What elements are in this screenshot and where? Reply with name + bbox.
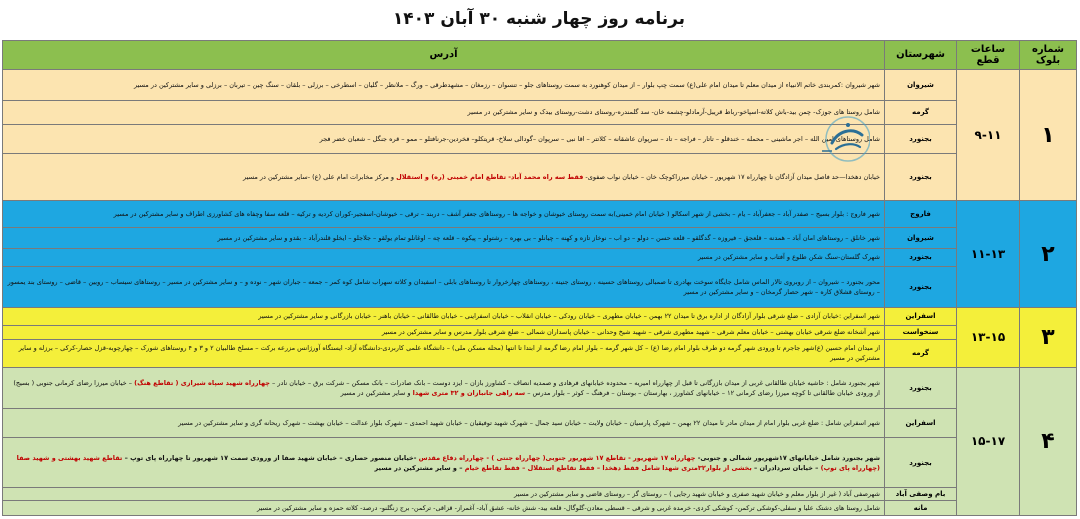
address-text: خیابان دهخدا—حد فاصل میدان آزادگان تا چهارراه ۱۷ شهریور – خیابان میرزاکوچک خان – خیابان نواب صفوی- xyxy=(585,173,880,182)
block-number: ۱ xyxy=(1020,69,1077,200)
address-cell: شهرک گلستان-سنگ شکن طلوع و آفتاب و سایر مشترکین در مسیر xyxy=(3,248,885,266)
city-cell: گرمه xyxy=(885,339,957,367)
city-cell: گرمه xyxy=(885,101,957,125)
block-time: ۱۳-۱۵ xyxy=(957,307,1020,367)
table-header-row xyxy=(3,41,1077,70)
table-row xyxy=(3,266,1077,307)
table-row xyxy=(3,501,1077,516)
address-highlight: فقط سه راه محمد آباد- تقاطع امام خمینی (ره) و استقلال xyxy=(396,173,584,182)
address-cell: شهر خانلق – روستاهای امان آباد – همدنه – قلعجق – فیروزه – گدگلقو – قلعه حسن – دولو – دو اب – نوخاز تازه و کهنه – چیانلو – بی بهره – رشتولو – پیکوه – قلعه چه – اوغانلو تمام یولقو – جلاجلو – ایخلو قلندرآباد – بقدو و سایر مشترکین در مسیر xyxy=(3,228,885,249)
table-row xyxy=(3,248,1077,266)
block-number: ۲ xyxy=(1020,201,1077,308)
table-row xyxy=(3,228,1077,249)
table-row xyxy=(3,487,1077,500)
address-cell xyxy=(3,153,885,201)
block-number: ۴ xyxy=(1020,367,1077,515)
city-cell: بجنورد xyxy=(885,367,957,408)
address-text: – خیابان میرزا رضای کرمانی جنوبی ( بسیج) از ورودی خیابان طالقانی تا کوچه میرزا رضای کرمانی ۱۲ – خیابانهای کشاورز ، بهارستان – بوستان – فرهنگ – کوثر – بلوار مدرس – xyxy=(13,379,880,398)
address-text: شهر بجنورد شامل خیابانهای ۱۷شهریور شمالی و جنوبی- xyxy=(697,453,880,462)
address-cell: شامل روستاهای امین الله – اجر ماشینی – محمله – خندقلو – تاتار – فراجه – تاد – سرپوان عاشقانه – کلاتتر – اقا نبی – سرپوان –گودالی سلاخ- قریتکلو– فخردین-جرنافتلو – ممو – قره جنگل – شعبان خضر فجر xyxy=(3,124,885,153)
table-row xyxy=(3,409,1077,438)
city-cell: مانه xyxy=(885,501,957,516)
table-row xyxy=(3,367,1077,408)
city-cell: سنخواست xyxy=(885,325,957,339)
address-text: – خیابان سردادران – xyxy=(754,463,819,472)
header-block: شماره بلوک xyxy=(1020,41,1077,70)
table-row xyxy=(3,69,1077,100)
address-highlight: سه راهی جانبازان و ۳۲ متری شهدا xyxy=(412,389,526,398)
address-highlight: تقاطع شهید بهشتی و شهید صفا (چهارراه پای توپ) xyxy=(16,453,880,472)
city-cell: فاروج xyxy=(885,201,957,228)
table-row xyxy=(3,101,1077,125)
block-number: ۳ xyxy=(1020,307,1077,367)
table-row xyxy=(3,201,1077,228)
table-row xyxy=(3,438,1077,488)
city-cell: بجنورد xyxy=(885,124,957,153)
city-cell: شیروان xyxy=(885,228,957,249)
city-cell: بجنورد xyxy=(885,248,957,266)
address-cell xyxy=(3,367,885,408)
address-cell: محور بجنورد – شیروان – از روبروی تالار الماس شامل جایگاه سوخت بهادری تا صمبالی روستاهای حسینه ، روستای جنینه ، روستاهای چهارخروار تا روستاهای بابلی – اسفیدان و کلاته سهراب شامل کوه کمر – جمعه – جباران شهر – نوده و – و سایر مشترکین در مسیر – روستاهای سیساب – رویین – قاضی – روستای بند یمسور – روستای قشلاق کاره – شهر حصار گرمخان – و سایر مشترکین در مسیر xyxy=(3,266,885,307)
table-row xyxy=(3,124,1077,153)
table-row xyxy=(3,307,1077,325)
city-cell: اسفراین xyxy=(885,409,957,438)
address-highlight: چهارراه شهید سپاه شیرازی ( تقاطع هنگ) xyxy=(134,379,270,388)
city-cell: بام وصفی آباد xyxy=(885,487,957,500)
address-cell: شهر اسفراین :خیابان آزادی – ضلع شرقی بلوار آزادگان از اداره برق تا میدان ۲۲ بهمن – خیابان مطهری – خیابان رودکی – خیابان انقلاب – خیابان اسفراینی – خیابان طالقانی – خیابان باهنر – خیابان بازرگانی و سایر مشترکین در مسیر xyxy=(3,307,885,325)
header-time: ساعات قطع xyxy=(957,41,1020,70)
address-cell: شهر اسفراین شامل : ضلع غربی بلوار امام از میدان مادر تا میدان ۲۲ بهمن – شهرک پارسیان – خیابان ولایت – خیابان سید جمال – شهرک شهید توفیقیان – خیابان شهید احمدی – شهرک بلوار عدالت – خیابان بهشت – شهرک ریحانه گری و سایر مشترکین در مسیر xyxy=(3,409,885,438)
address-cell xyxy=(3,438,885,488)
table-row xyxy=(3,325,1077,339)
address-text: و مرکز مخابرات امام علی (ع) -سایر مشترکین در مسیر xyxy=(243,173,395,182)
page-title: برنامه روز چهار شنبه ۳۰ آبان ۱۴۰۳ xyxy=(392,9,686,29)
table-row xyxy=(3,153,1077,201)
city-cell: بجنورد xyxy=(885,266,957,307)
address-highlight: چهارراه ۱۷ شهریور - تقاطع ۱۷ شهریور جنوبی( چهارراه جنتی ) - چهارراه دقاع مقدس xyxy=(418,453,696,462)
city-cell: شیروان xyxy=(885,69,957,100)
address-cell: شامل روستا های جوزک- چمن بید-باش کلاته-اسپاخو-رباط قریبل-آرمادلو-چشمه خان- سد گلمندره-روستای دشت-روستای بیدک و سایر مشترکین در مسیر xyxy=(3,101,885,125)
address-cell: شهرصفی آباد ( غیر از بلوار معلم و خیابان شهید صفری و خیابان شهید رجایی ) – روستای گز – روستای قاضی و سایر مشترکین در مسیر xyxy=(3,487,885,500)
header-address: آدرس xyxy=(3,41,885,70)
address-text: -خیابان منصور حصاری – خیابان شهید صفا از ورودی سمت ۱۷ شهریور تا چهارراه پای توپ – xyxy=(124,453,417,462)
city-cell: بجنورد xyxy=(885,438,957,488)
block-time: ۹-۱۱ xyxy=(957,69,1020,200)
address-cell: شامل روستا های دشتک علیا و سفلی-کوشکی ترکمن- کوشکی کردی- خرمده غربی و شرقی – قسطی معادن-گلوگال- قلعه بید- شش خانه- عشق آباد- آغمراز- قزاقی- ترکمن- برج زنگلنو- درصد- کلاته حمزه و سایر مشترکین در مسیر xyxy=(3,501,885,516)
outage-schedule-table xyxy=(2,40,1077,516)
watermark-logo-icon xyxy=(818,113,870,165)
address-cell: شهر فاروج : بلوار بسیج – صفدر آباد – جعفرآباد – یام – بخشی از شهر اسکالو ( خیابان امام خمینی)به سمت روستای خیوشان و خواجه ها – روستاهای جعفر آشف – دربند – ترقی – خیوشان-اسفجیر-کوران کردیه و ترکیه – قلعه سفا وچفاه های کشاورزی اطراف و سایر مشترکین در مسیر xyxy=(3,201,885,228)
city-cell: اسفراین xyxy=(885,307,957,325)
city-cell: بجنورد xyxy=(885,153,957,201)
table-row xyxy=(3,339,1077,367)
address-text: – و سایر مشترکین در مسیر xyxy=(374,463,463,472)
block-time: ۱۱-۱۳ xyxy=(957,201,1020,308)
address-cell: شهر آشخانه ضلع شرقی خیابان بهشتی – خیابان معلم شرقی – شهید مطهری شرقی – شهید شیخ وحدانی – خیابان پاسداران شمالی – ضلع شرقی بلوار مدرس و سایر مشترکین در مسیر xyxy=(3,325,885,339)
address-highlight: بخشی از بلوار۳۲متری شهدا شامل فقط دهخدا – فقط تقاطع استقلال – فقط تقاطع خیام xyxy=(464,463,752,472)
address-text: شهر بجنورد شامل : حاشیه خیابان طالقانی غربی از میدان بازرگانی تا قبل از چهارراه امیریه – محدوده خیابانهای فرهادی و صمدیه انصاف – کشاورز بازان – ایزد دوست – بانک صادرات – بانک مسکن – شرکت برق – خیابان نادر – xyxy=(272,379,880,388)
header-city: شهرستان xyxy=(885,41,957,70)
address-text: و سایر مشترکین در مسیر xyxy=(340,389,411,398)
address-cell: شهر شیروان :کمربندی خاتم الانبیاء از میدان معلم تا میدان امام علی(ع) سمت چپ بلوار – از میدان کوهنورد به سمت روستاهای جلو – تنسوان – رزمغان – مشهدطرقی – ورگ – ملانظر – گلیان – اسطرخی – برزلی – بلقان – سنگ چین – تیربان – برزلی و سایر مشترکین در مسیر xyxy=(3,69,885,100)
address-cell: از میدان امام حسین (ع)شهر جاجرم تا ورودی شهر گرمه دو طرف بلوار امام رضا (ع) – کل شهر گرمه – بلوار امام رضا گرمه از ابتدا تا انتها (محله مسکن ملی) – دانشگاه علمی کاربردی-دانشگاه آزاد- ایستگاه آورژانس مزرعه برکت – مسلخ طالبیان ۲ و ۳ و ۴ روستاهای شورک – چهارچوبه-قزل حصار-کرکی – برزله و سایر مشترکین در مسیر xyxy=(3,339,885,367)
block-time: ۱۵-۱۷ xyxy=(957,367,1020,515)
